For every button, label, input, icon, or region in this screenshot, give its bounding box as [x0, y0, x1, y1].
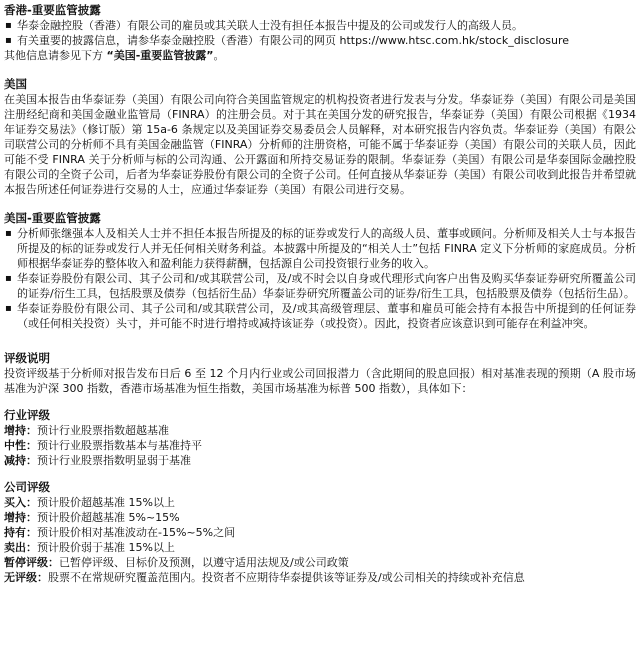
- us-regulatory-list: [4, 226, 636, 331]
- hk-other-info: [4, 48, 636, 63]
- rating-text: 预计股价超越基准 5%~15%: [37, 511, 180, 524]
- rating-text: 预计行业股票指数超越基准: [37, 424, 169, 437]
- rating-text: 股票不在常规研究覆盖范围内。投资者不应期待华泰提供该等证券及/或公司相关的持续或补充信息: [48, 571, 525, 584]
- rating-label: 无评级：: [4, 571, 48, 584]
- stock-disclosure-link[interactable]: https://www.htsc.com.hk/stock_disclosure: [339, 34, 570, 47]
- us-title: 美国: [4, 77, 27, 91]
- rating-label: 减持：: [4, 454, 37, 467]
- hk-other-info-text: 其他信息请参见下方: [4, 49, 103, 62]
- us-reg-bullet-3: ▪ 华泰证券股份有限公司、其子公司和/或其联营公司，及/或其高级管理层、董事和雇员可能会持有本报告中所提到的任何证券（或任何相关投资）头寸，并可能不时进行增持或减持该证券（或投资）。因此，投资者应该意识到可能存在利益冲突。: [4, 301, 636, 331]
- rating-text: 预计股价相对基准波动在-15%~5%之间: [37, 526, 236, 539]
- industry-rating-section: [4, 408, 636, 468]
- us-disclosure-ref: “美国-重要监管披露”: [106, 49, 214, 62]
- rating-label: 增持：: [4, 424, 37, 437]
- company-rating-section: [4, 480, 636, 585]
- rating-label: 增持：: [4, 511, 37, 524]
- us-regulatory-title: 美国-重要监管披露: [4, 211, 101, 225]
- company-rating-row: [4, 570, 636, 585]
- us-body: 在美国本报告由华泰证券（美国）有限公司向符合美国监管规定的机构投资者进行发表与分发。华泰证券（美国）有限公司是美国注册经纪商和美国金融业监管局（FINRA）的注册会员。对于其在美国分发的研究报告，华泰证券（美国）有限公司根据《1934 年证券交易法》（修订版）第 15a-6 条规定以及美国证券交易委员会人员解释，对本研究报告内容负责。华泰证券（美国）有限公司联营公司的分析师不具有美国金融监管（FINRA）分析师的注册资格，可能不属于华泰证券（美国）有限公司的关联人员，因此可能不受 FINRA 关于分析师与标的公司沟通、公开露面和所持交易证券的限制。华泰证券（美国）有限公司是华泰国际金融控股有限公司的全资子公司，后者为华泰证券股份有限公司的全资子公司。任何直接从华泰证券（美国）有限公司收到此报告并希望就本报告所述任何证券进行交易的人士，应通过华泰证券（美国）有限公司进行交易。: [4, 93, 636, 196]
- us-section: [4, 77, 636, 197]
- hk-disclosure-section: [4, 3, 636, 63]
- rating-text: 预计行业股票指数明显弱于基准: [37, 454, 191, 467]
- us-regulatory-section: [4, 211, 636, 331]
- hk-bullet-2-text: 有关重要的披露信息，请参华泰金融控股（香港）有限公司的网页: [17, 34, 336, 47]
- us-reg-bullet-2: ▪ 华泰证券股份有限公司、其子公司和/或其联营公司，及/或不时会以自身或代理形式向客户出售及购买华泰证券研究所覆盖公司的证券/衍生工具，包括股票及债券（包括衍生品）华泰证券研究所覆盖公司的证券/衍生工具，包括股票及债券（包括衍生品）。: [4, 271, 636, 301]
- hk-other-info-end: 。: [213, 49, 225, 62]
- industry-rating-title: 行业评级: [4, 408, 50, 422]
- company-rating-row: [4, 495, 636, 510]
- rating-label: 卖出：: [4, 541, 37, 554]
- us-reg-bullet-1: ▪ 分析师张继强本人及相关人士并不担任本报告所提及的标的证券或发行人的高级人员、董事或顾问。分析师及相关人士与本报告所提及的标的证券或发行人并无任何相关财务利益。本披露中所提及的“相关人士”包括 FINRA 定义下分析师的家庭成员。分析师根据华泰证券的整体收入和盈利能力获得薪酬，包括源自公司投资银行业务的收入。: [4, 226, 636, 271]
- hk-disclosure-list: [4, 18, 636, 48]
- company-rating-row: [4, 555, 636, 570]
- rating-title: 评级说明: [4, 351, 50, 365]
- rating-label: 中性：: [4, 439, 37, 452]
- company-rating-row: [4, 540, 636, 555]
- rating-text: 预计股价超越基准 15%以上: [37, 496, 175, 509]
- rating-text: 预计股价弱于基准 15%以上: [37, 541, 175, 554]
- industry-rating-row: [4, 423, 636, 438]
- rating-body: 投资评级基于分析师对报告发布日后 6 至 12 个月内行业或公司回报潜力（含此期间的股息回报）相对基准表现的预期（A 股市场基准为沪深 300 指数，香港市场基准为恒生指数，美国市场基准为标普 500 指数），具体如下：: [4, 367, 636, 395]
- hk-bullet-2: [4, 33, 636, 48]
- company-rating-row: [4, 510, 636, 525]
- rating-section: [4, 351, 636, 396]
- rating-text: 预计行业股票指数基本与基准持平: [37, 439, 202, 452]
- rating-text: 已暂停评级、目标价及预测，以遵守适用法规及/或公司政策: [59, 556, 349, 569]
- company-rating-title: 公司评级: [4, 480, 50, 494]
- hk-disclosure-title: 香港-重要监管披露: [4, 3, 101, 17]
- company-rating-row: [4, 525, 636, 540]
- hk-bullet-1: ▪ 华泰金融控股（香港）有限公司的雇员或其关联人士没有担任本报告中提及的公司或发行人的高级人员。: [4, 18, 636, 33]
- industry-rating-row: [4, 438, 636, 453]
- rating-label: 买入：: [4, 496, 37, 509]
- rating-label: 暂停评级：: [4, 556, 59, 569]
- rating-label: 持有：: [4, 526, 37, 539]
- industry-rating-row: [4, 453, 636, 468]
